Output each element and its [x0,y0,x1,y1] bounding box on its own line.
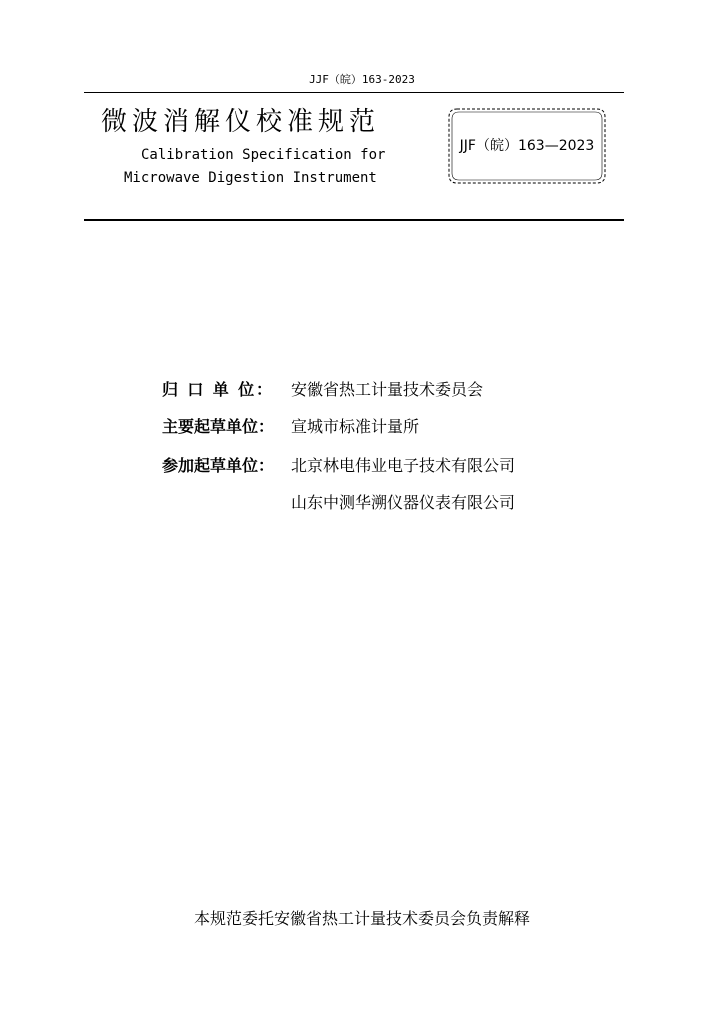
main-drafter-row [0,416,724,438]
title-english-line2: Microwave Digestion Instrument [124,170,377,186]
specification-code: JJF（皖）163—2023 [459,138,595,154]
participant-item: 山东中测华溯仪器仪表有限公司 [291,493,516,512]
participants-label: 参加起草单位： [162,456,275,475]
responsible-unit-value: 安徽省热工计量技术委员会 [291,380,484,399]
title-english-line1: Calibration Specification for [141,147,386,163]
header-rule [84,92,624,93]
running-header-code: JJF（皖）163-2023 [309,73,415,86]
participants-row-2 [0,492,724,514]
participants-row [0,455,724,477]
participant-item: 北京林电伟业电子技术有限公司 [291,456,516,475]
specification-code-box [447,107,607,185]
title-rule [84,219,624,221]
main-drafter-value: 宣城市标准计量所 [291,417,420,436]
responsible-unit-label: 归 口 单 位： [162,380,272,399]
title-chinese: 微波消解仪校准规范 [101,107,381,137]
interpretation-note: 本规范委托安徽省热工计量技术委员会负责解释 [193,909,530,928]
main-drafter-label: 主要起草单位： [162,417,275,436]
responsible-unit-row [0,379,724,401]
